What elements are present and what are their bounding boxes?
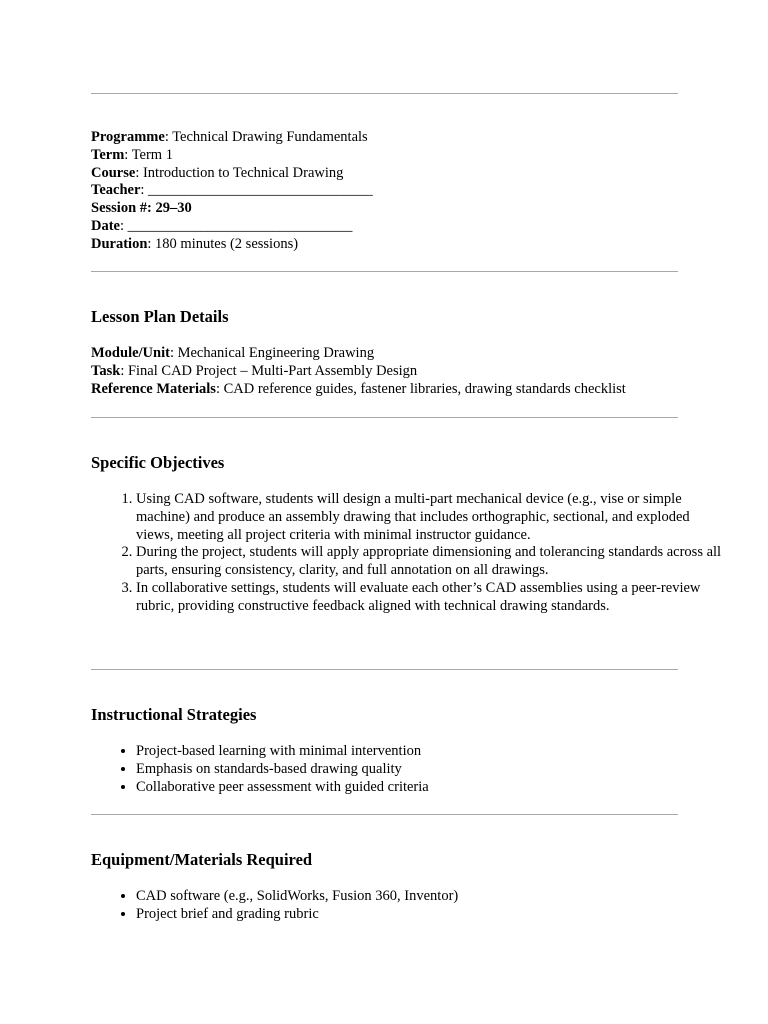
divider xyxy=(91,814,678,815)
session-field: Session #: 29–30 xyxy=(91,200,192,217)
list-item: • Project brief and grading rubric xyxy=(136,906,726,924)
duration-field: Duration: 180 minutes (2 sessions) xyxy=(91,235,299,252)
term-field: Term: Term 1 xyxy=(91,146,173,163)
lesson-plan-heading: Lesson Plan Details xyxy=(91,307,229,326)
list-item: • CAD software (e.g., SolidWorks, Fusion 360, Inventor) xyxy=(136,888,726,906)
divider xyxy=(91,271,678,272)
lesson-plan-fields xyxy=(91,345,691,398)
list-item: 2. During the project, students will apply appropriate dimensioning and tolerancing standards across all parts, ensuring consistency, clarity, and full annotation on all drawings. xyxy=(136,544,726,580)
divider xyxy=(91,669,678,670)
task-field: Task: Final CAD Project – Multi-Part Assembly Design xyxy=(91,362,418,379)
list-item: • Collaborative peer assessment with guided criteria xyxy=(136,779,726,797)
module-field: Module/Unit: Mechanical Engineering Drawing xyxy=(91,345,375,361)
strategies-heading: Instructional Strategies xyxy=(91,705,257,724)
list-item: • Emphasis on standards-based drawing quality xyxy=(136,761,726,779)
equipment-list xyxy=(91,888,726,924)
date-field: Date: _______________________________ xyxy=(91,217,353,234)
header-fields xyxy=(91,129,691,254)
divider xyxy=(91,417,678,418)
objectives-heading: Specific Objectives xyxy=(91,453,225,472)
equipment-heading: Equipment/Materials Required xyxy=(91,850,313,869)
teacher-field: Teacher: _______________________________ xyxy=(91,182,373,199)
reference-field: Reference Materials: CAD reference guides, fastener libraries, drawing standards checklist xyxy=(91,380,626,397)
strategies-list xyxy=(91,743,726,796)
divider xyxy=(91,93,678,94)
list-item: 1. Using CAD software, students will design a multi-part mechanical device (e.g., vise or simple machine) and produce an assembly drawing that includes orthographic, sectional, and exploded views, meeting all project criteria with minimal instructor guidance. xyxy=(136,491,726,544)
objectives-list xyxy=(91,491,726,616)
list-item: 3. In collaborative settings, students will evaluate each other’s CAD assemblies using a peer-review rubric, providing constructive feedback aligned with technical drawing standards. xyxy=(136,580,726,616)
course-field: Course: Introduction to Technical Drawing xyxy=(91,164,344,181)
list-item: • Project-based learning with minimal intervention xyxy=(136,743,726,761)
programme-field: Programme: Technical Drawing Fundamentals xyxy=(91,129,368,145)
